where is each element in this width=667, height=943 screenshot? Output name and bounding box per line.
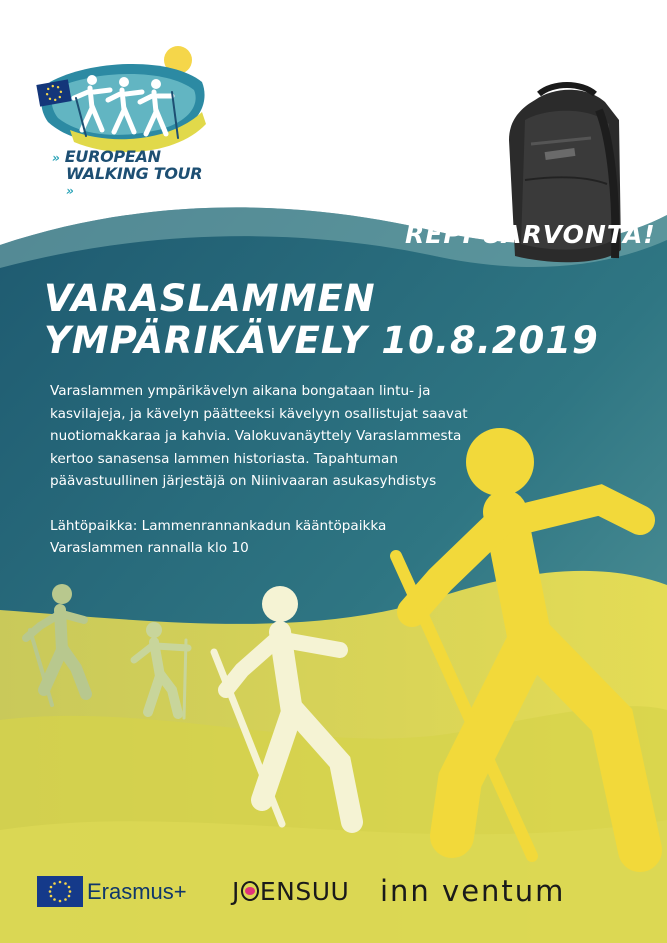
logo-arrows-left: » xyxy=(52,151,60,165)
description-paragraph: Varaslammen ympärikävelyn aikana bongataan lintu- ja kasvilajeja, ja kävelyn päätteeksi kävelyyn osallistujat saavat nuotiomakkaraa ja kahvia. Valokuvanäyttely Varaslammesta kertoo sanasensa lammen historiasta. Tapahtuman päävastuullinen järjestäjä on Niinivaaran asukasyhdistys xyxy=(50,383,468,489)
meeting-point-paragraph: Lähtöpaikka: Lammenrannankadun kääntöpaikka Varaslammen rannalla klo 10 xyxy=(50,517,387,556)
joensuu-logo xyxy=(232,877,349,906)
innventum-logo: inn ventum xyxy=(380,874,566,908)
event-description xyxy=(50,380,470,560)
logo-line-european: EUROPEAN xyxy=(64,147,161,166)
title-line-2: YMPÄRIKÄVELY 10.8.2019 xyxy=(44,319,599,362)
erasmus-logo xyxy=(37,876,187,907)
logo-wordmark xyxy=(52,149,212,199)
joensuu-heart-o-icon xyxy=(241,881,259,901)
erasmus-wordmark: Erasmus+ xyxy=(87,878,187,904)
logo-arrows-right: » xyxy=(66,184,74,198)
logo-line-walking-tour: WALKING TOUR xyxy=(66,164,203,183)
title-line-1: VARASLAMMEN xyxy=(44,277,376,320)
joensuu-letters: ENSUU xyxy=(259,877,350,906)
eu-flag-icon xyxy=(37,876,83,907)
event-title xyxy=(44,278,599,362)
joensuu-letter-j: J xyxy=(232,877,240,906)
raffle-heading: REPPUARVONTA! xyxy=(405,220,656,249)
